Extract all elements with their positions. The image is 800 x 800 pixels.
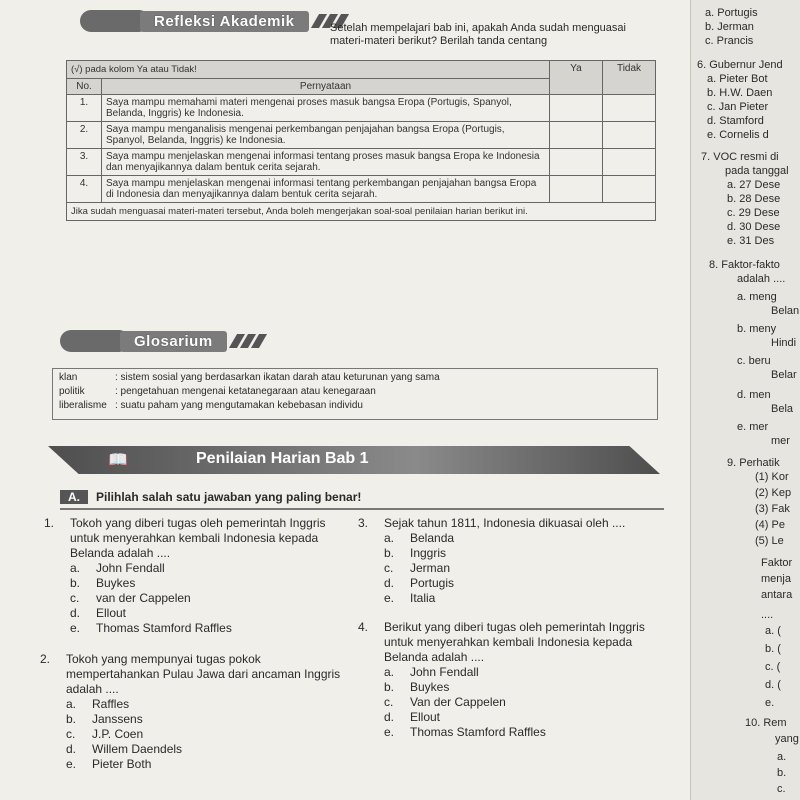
right-line: 10. Rem (745, 717, 787, 729)
book-icon: 📖 (108, 452, 128, 469)
option-text: Janssens (92, 712, 143, 726)
refleksi-instruction: Setelah mempelajari bab ini, apakah Anda sudah menguasai materi-materi berikut? Berilah tanda centang (330, 22, 626, 47)
option[interactable] (358, 561, 658, 576)
glossary-def: : pengetahuan mengenai ketatanegaraan atau kenegaraan (115, 386, 376, 397)
option[interactable] (358, 725, 674, 740)
option-letter: b. (384, 546, 395, 560)
option-letter: a. (66, 697, 77, 711)
option-letter: b. (384, 680, 395, 694)
option[interactable] (358, 665, 674, 680)
right-line: a. Pieter Bot (707, 73, 768, 85)
right-line: a. (777, 751, 787, 763)
option-text: Pieter Both (92, 757, 152, 771)
option-text: John Fendall (96, 561, 165, 575)
option[interactable] (358, 710, 674, 725)
right-line: (1) Kor (755, 471, 789, 483)
option-text: Buykes (96, 576, 136, 590)
glossary-entry (59, 385, 651, 399)
right-line: c. Prancis (705, 35, 754, 47)
option[interactable] (40, 742, 350, 757)
option-letter: b. (70, 576, 81, 590)
right-line: e. Cornelis d (707, 129, 769, 141)
option-letter: e. (66, 757, 77, 771)
refleksi-note: Jika sudah menguasai materi-materi tersebut, Anda boleh mengerjakan soal-soal penilaian harian berikut ini. (67, 203, 656, 221)
row-text: Saya mampu menganalisis mengenai perkembangan penjajahan bangsa Eropa (Portugis, Spanyol, Belanda, Inggris) ke Indonesia. (102, 122, 550, 149)
right-line: pada tanggal (725, 165, 789, 177)
right-line: Hindi (771, 337, 797, 349)
question-1 (44, 516, 350, 636)
section-letter: A. (60, 490, 88, 504)
option-letter: e. (70, 621, 81, 635)
question-number: 3. (358, 516, 369, 530)
option[interactable] (44, 591, 350, 606)
row-no: 3. (67, 149, 102, 176)
right-line: b. Jerman (705, 21, 754, 33)
right-line: (4) Pe (755, 519, 785, 531)
right-line: e. 31 Des (727, 235, 775, 247)
right-line: e. mer (737, 421, 769, 433)
glossary-entry (59, 399, 651, 413)
right-line: d. men (737, 389, 771, 401)
glosarium-box (52, 368, 658, 420)
refleksi-table (66, 60, 656, 221)
right-line: yang (775, 733, 799, 745)
option[interactable] (44, 606, 350, 621)
refleksi-title: Refleksi Akademik (140, 11, 309, 32)
option[interactable] (358, 546, 658, 561)
intro-text: (√) pada kolom Ya atau Tidak! (71, 64, 197, 75)
question-number: 1. (44, 516, 55, 530)
banner-stripes (233, 334, 263, 348)
option-text: J.P. Coen (92, 727, 144, 741)
table-row (67, 95, 656, 122)
right-line: menja (761, 573, 791, 585)
option[interactable] (358, 531, 658, 546)
question-number: 4. (358, 620, 369, 634)
table-intro (67, 61, 550, 79)
checkbox-ya[interactable] (550, 122, 603, 149)
right-line: .... (761, 609, 774, 621)
option-text: Portugis (410, 576, 455, 590)
right-line: Faktor (761, 557, 793, 569)
glossary-term: klan (59, 372, 78, 383)
option-text: Ellout (96, 606, 127, 620)
option-text: John Fendall (410, 665, 479, 679)
checkbox-tidak[interactable] (603, 149, 656, 176)
option[interactable] (44, 576, 350, 591)
option-letter: d. (384, 576, 395, 590)
glosarium-title: Glosarium (120, 331, 227, 352)
question-number: 2. (40, 652, 51, 666)
option-text: Italia (410, 591, 436, 605)
right-line: b. H.W. Daen (707, 87, 773, 99)
row-text: Saya mampu menjelaskan mengenai informasi tentang proses masuk bangsa Eropa ke Indonesia dan menyajikannya dalam bentuk cerita sejarah. (102, 149, 550, 176)
option-text: Van der Cappelen (410, 695, 506, 709)
question-2 (40, 652, 350, 772)
col-pernyataan: Pernyataan (102, 79, 550, 95)
row-no: 4. (67, 176, 102, 203)
table-row (67, 122, 656, 149)
right-line: a. Portugis (705, 7, 758, 19)
right-line: adalah .... (737, 273, 786, 285)
checkbox-ya[interactable] (550, 176, 603, 203)
right-line: d. 30 Dese (727, 221, 781, 233)
right-line: (5) Le (755, 535, 784, 547)
penilaian-title: Penilaian Harian Bab 1 (196, 450, 369, 467)
checkbox-tidak[interactable] (603, 122, 656, 149)
col-tidak: Tidak (603, 61, 656, 95)
checkbox-ya[interactable] (550, 95, 603, 122)
checkbox-ya[interactable] (550, 149, 603, 176)
right-line: c. 29 Dese (727, 207, 780, 219)
option-letter: d. (384, 710, 395, 724)
option-text: Buykes (410, 680, 450, 694)
option[interactable] (40, 697, 350, 712)
option[interactable] (358, 695, 674, 710)
option-text: Willem Daendels (92, 742, 183, 756)
option[interactable] (40, 712, 350, 727)
question-3 (358, 516, 658, 606)
option[interactable] (40, 727, 350, 742)
option-text: van der Cappelen (96, 591, 191, 605)
option-text: Thomas Stamford Raffles (410, 725, 546, 739)
right-line: e. (765, 697, 775, 709)
option-text: Jerman (410, 561, 451, 575)
right-line: d. Stamford (707, 115, 764, 127)
right-line: (2) Kep (755, 487, 792, 499)
right-line: c. (777, 783, 786, 795)
option-letter: b. (66, 712, 77, 726)
right-line: 8. Faktor-fakto (709, 259, 780, 271)
right-line: (3) Fak (755, 503, 790, 515)
option-letter: c. (384, 695, 394, 709)
right-line: b. ( (765, 643, 781, 655)
glossary-term: politik (59, 386, 85, 397)
option-letter: c. (66, 727, 76, 741)
option[interactable] (358, 591, 658, 606)
table-row (67, 149, 656, 176)
option-text: Raffles (92, 697, 130, 711)
option-text: Thomas Stamford Raffles (96, 621, 232, 635)
checkbox-tidak[interactable] (603, 95, 656, 122)
option-letter: c. (384, 561, 394, 575)
row-no: 2. (67, 122, 102, 149)
option-text: Ellout (410, 710, 441, 724)
option-letter: d. (70, 606, 81, 620)
right-line: 6. Gubernur Jend (697, 59, 783, 71)
right-line: c. beru (737, 355, 771, 367)
section-a-heading (60, 490, 664, 510)
right-line: c. Jan Pieter (707, 101, 769, 113)
right-line: d. ( (765, 679, 781, 691)
option-letter: e. (384, 725, 395, 739)
right-page (690, 0, 800, 800)
col-ya: Ya (550, 61, 603, 95)
row-no: 1. (67, 95, 102, 122)
section-instruction: Pilihlah salah satu jawaban yang paling benar! (96, 490, 362, 504)
glossary-def: : sistem sosial yang berdasarkan ikatan darah atau keturunan yang sama (115, 372, 440, 383)
question-stem: Tokoh yang diberi tugas oleh pemerintah Inggris untuk menyerahkan kembali Indonesia kepada Belanda adalah .... (70, 516, 326, 560)
option-letter: e. (384, 591, 395, 605)
option-text: Inggris (410, 546, 447, 560)
option[interactable] (358, 680, 674, 695)
question-stem: Tokoh yang mempunyai tugas pokok mempertahankan Pulau Jawa dari ancaman Inggris adalah .... (66, 652, 341, 696)
option[interactable] (40, 757, 350, 772)
option-letter: a. (384, 531, 395, 545)
option-text: Belanda (410, 531, 455, 545)
option-letter: c. (70, 591, 80, 605)
right-line: antara (761, 589, 793, 601)
glossary-def: : suatu paham yang mengutamakan kebebasan individu (115, 400, 363, 411)
right-line: 7. VOC resmi di (701, 151, 779, 163)
right-line: a. 27 Dese (727, 179, 781, 191)
table-row (67, 176, 656, 203)
row-text: Saya mampu memahami materi mengenai proses masuk bangsa Eropa (Portugis, Spanyol, Belanda, Inggris) ke Indonesia. (102, 95, 550, 122)
right-line: c. ( (765, 661, 781, 673)
right-line: b. (777, 767, 787, 779)
glossary-term: liberalisme (59, 400, 107, 411)
question-stem: Berikut yang diberi tugas oleh pemerintah Inggris untuk menyerahkan kembali Indonesia kepada Belanda adalah .... (384, 620, 645, 664)
option-letter: d. (66, 742, 77, 756)
right-line: Belan (771, 305, 800, 317)
right-line: mer (771, 435, 790, 447)
glossary-entry (59, 371, 651, 385)
option-letter: a. (70, 561, 81, 575)
right-line: a. meng (737, 291, 777, 303)
glosarium-banner (60, 328, 263, 354)
right-line: Bela (771, 403, 794, 415)
right-line: 9. Perhatik (727, 457, 780, 469)
right-line: a. ( (765, 625, 781, 637)
option[interactable] (358, 576, 658, 591)
right-line: b. 28 Dese (727, 193, 781, 205)
checkbox-tidak[interactable] (603, 176, 656, 203)
option[interactable] (44, 621, 350, 636)
question-4 (358, 620, 674, 740)
col-no: No. (67, 79, 102, 95)
row-text: Saya mampu menjelaskan mengenai informasi tentang perkembangan penjajahan bangsa Eropa di Indonesia dan menyajikannya dalam bentuk cerita sejarah. (102, 176, 550, 203)
question-stem: Sejak tahun 1811, Indonesia dikuasai oleh .... (384, 516, 626, 530)
right-line: b. meny (737, 323, 777, 335)
option-letter: a. (384, 665, 395, 679)
refleksi-banner (80, 8, 345, 34)
right-line: Belar (771, 369, 797, 381)
option[interactable] (44, 561, 350, 576)
